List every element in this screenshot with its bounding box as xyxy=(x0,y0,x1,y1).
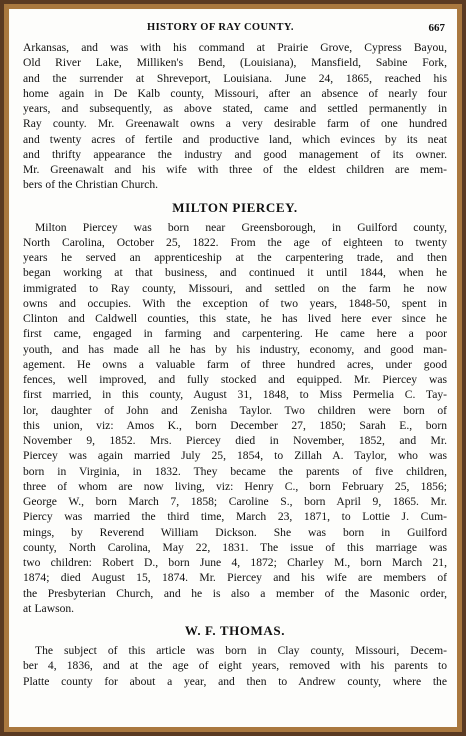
text-line: The subject of this article was born in Clay county, Missouri, Decem- xyxy=(35,644,447,657)
book-page xyxy=(9,9,457,727)
text-line: George W., born March 7, 1858; Caroline S., born April 9, 1865. Mr. xyxy=(23,495,447,508)
text-line: Platte county for about a year, and then to Andrew county, where the xyxy=(23,674,447,688)
text-line: at Lawson. xyxy=(23,601,75,615)
text-line: two children: Robert D., born June 4, 1872; Charley M., born March 21, xyxy=(23,556,447,569)
text-line: ber 4, 1836, and at the age of eight years, removed with his parents to xyxy=(23,659,447,673)
paragraph xyxy=(23,643,447,689)
text-line: and twenty acres of fertile and productive land, which evinces by its neat xyxy=(23,132,447,146)
text-line: 1874; died August 15, 1874. Mr. Piercey and his wife are members of xyxy=(23,571,447,585)
text-line: first married, in this county, August 31, 1848, to Miss Permelia C. Tay- xyxy=(23,388,447,402)
text-line: three of whom are now living, viz: Henry C., born February 25, 1856; xyxy=(23,479,447,493)
text-line: began working at that business, and continued it until 1844, when he xyxy=(23,266,447,280)
text-line: mings, by Reverend William Dickson. She was born in Guilford xyxy=(23,525,447,539)
text-line: lor, daughter of John and Zenisha Taylor. Two children were born of xyxy=(23,403,447,417)
text-line: North Carolina, October 25, 1822. From the age of eighteen to twenty xyxy=(23,235,447,249)
text-line: and the surrender at Shreveport, Louisiana. June 24, 1865, reached his xyxy=(23,71,447,85)
text-line: agement. He owns a valuable farm of three hundred acres, under good xyxy=(23,357,447,371)
text-line: bers of the Christian Church. xyxy=(23,178,159,192)
text-line: this union, viz: Amos K., born December 27, 1850; Sarah E., born xyxy=(23,418,447,432)
text-line: fences, well improved, and fully stocked and equipped. Mr. Piercey was xyxy=(23,373,447,386)
text-line: county, North Carolina, May 22, 1831. The issue of this marriage was xyxy=(23,540,447,554)
text-line: Mr. Greenawalt and his wife with three of the eldest children are mem- xyxy=(23,163,447,176)
paragraph xyxy=(23,220,447,617)
text-line: years, and subsequently, as above stated, came and settled permanently in xyxy=(23,102,447,115)
text-line: Milton Piercey was born near Greensborough, in Guilford county, xyxy=(35,220,447,234)
text-line: and thrifty appearance the industry and good management of its owner. xyxy=(23,147,447,161)
text-line: November 9, 1852. Mrs. Piercey died in November, 1852, and Mr. xyxy=(23,434,447,447)
text-line: first came, engaged in farming and carpentering. He came here a poor xyxy=(23,327,447,341)
text-line: home again in De Kalb county, Missouri, after an absence of nearly four xyxy=(23,86,447,100)
text-line: Ray county. Mr. Greenawalt owns a very desirable farm of one hundred xyxy=(23,117,447,131)
section-heading: W. F. THOMAS. xyxy=(184,623,286,638)
text-line: youth, and has made all he has by his industry, economy, and good man- xyxy=(23,342,447,356)
text-line: years he served an apprenticeship at the carpentering trade, and then xyxy=(23,251,447,264)
text-line: Old River Lake, Milliken's Bend, (Louisiana), Mansfield, Sabine Fork, xyxy=(23,56,447,70)
text-line: born in Virginia, in 1832. They became the parents of five children, xyxy=(23,464,447,478)
page-number: 667 xyxy=(428,22,445,34)
text-line: Piercy was married the third time, March 23, 1871, to Lottie J. Cum- xyxy=(23,510,447,524)
section-heading: MILTON PIERCEY. xyxy=(172,199,298,215)
article-sections xyxy=(23,40,447,689)
running-head-title: HISTORY OF RAY COUNTY. xyxy=(147,22,294,33)
text-line: the Presbyterian Church, and he is also a member of the Masonic order, xyxy=(23,586,447,600)
text-line: Clinton and Caldwell counties, this state, he has lived here ever since he xyxy=(23,312,447,325)
running-head xyxy=(23,20,447,40)
text-line: Arkansas, and was with his command at Prairie Grove, Cypress Bayou, xyxy=(23,41,447,54)
text-line: Piercey was again married July 25, 1854, to Zillah A. Taylor, who was xyxy=(23,449,447,463)
paragraph xyxy=(23,40,447,193)
text-line: owns and occupies. With the exception of two years, 1848-50, spent in xyxy=(23,296,447,310)
page-content xyxy=(23,20,447,689)
text-line: immigrated to Ray county, Missouri, and settled on the farm he now xyxy=(23,281,447,295)
